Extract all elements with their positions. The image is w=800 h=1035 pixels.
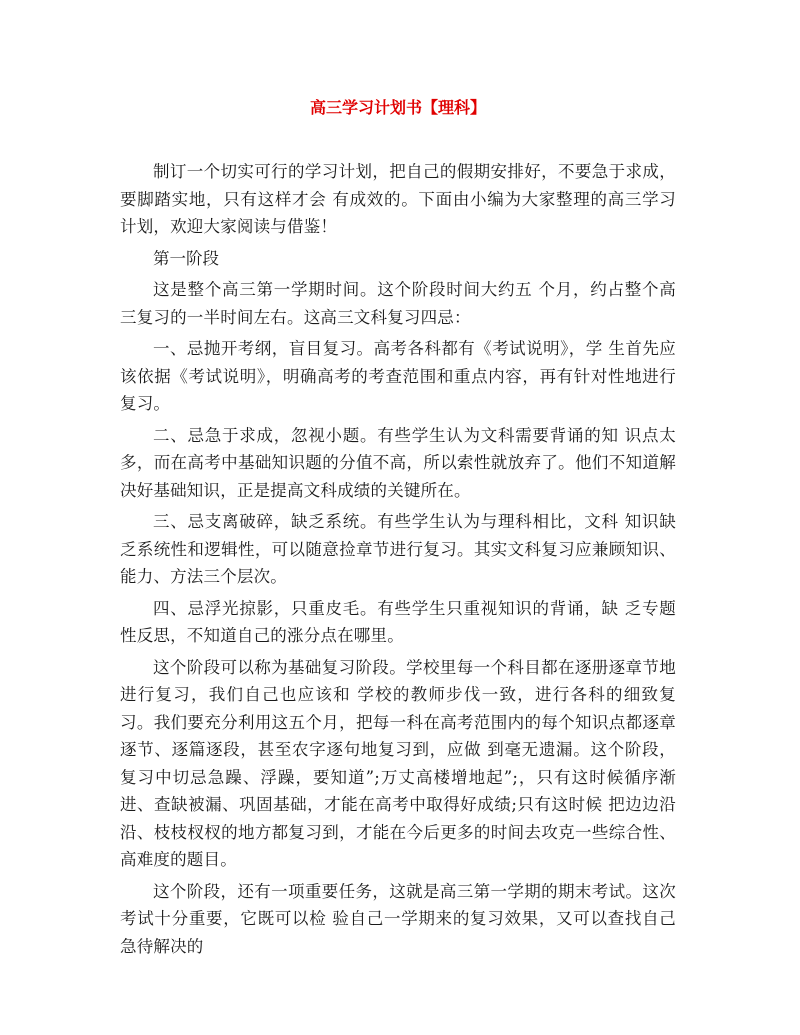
taboo-two-paragraph: 二、忌急于求成，忽视小题。有些学生认为文科需要背诵的知 识点太多，而在高考中基础知识题的分值不高，所以索性就放弃了。他们不知道解决好基础知识，正是提高文科成绩的关键所在。 xyxy=(120,425,676,500)
basic-review-paragraph: 这个阶段可以称为基础复习阶段。学校里每一个科目都在逐册逐章节地进行复习，我们自己也应该和 学校的教师步伐一致，进行各科的细致复习。我们要充分利用这五个月，把每一科在高考范围内的每个知识点都逐章逐节、逐篇逐段，甚至农字逐句地复习到，应做 到毫无遗漏。这个阶段，复习中切忌急躁、浮躁，要知道”;万丈高楼增地起”;，只有这时候循序渐进、查缺被漏、巩固基础，才能在高考中取得好成绩;只有这时候 把边边沿沿、枝枝杈杈的地方都复习到，才能在今后更多的时间去攻克一些综合性、高难度的题目。 xyxy=(120,657,676,869)
section-heading-stage-one: 第一阶段 xyxy=(153,248,219,268)
taboo-one-paragraph: 一、忌抛开考纲，盲目复习。高考各科都有《考试说明》，学 生首先应该依据《考试说明》，明确高考的考查范围和重点内容，再有针对性地进行复习。 xyxy=(120,339,676,413)
stage-overview-paragraph: 这是整个高三第一学期时间。这个阶段时间大约五 个月，约占整个高三复习的一半时间左右。这高三文科复习四忌： xyxy=(120,280,676,327)
document-page xyxy=(120,96,676,964)
final-exam-paragraph: 这个阶段，还有一项重要任务，这就是高三第一学期的期末考试。这次考试十分重要，它既可以检 验自己一学期来的复习效果，又可以查找自己急待解决的 xyxy=(120,881,676,956)
taboo-three-paragraph: 三、忌支离破碎，缺乏系统。有些学生认为与理科相比，文科 知识缺乏系统性和逻辑性，可以随意捡章节进行复习。其实文科复习应兼顾知识、能力、方法三个层次。 xyxy=(120,512,676,586)
document-title: 高三学习计划书【理科】 xyxy=(309,98,486,117)
taboo-four-paragraph: 四、忌浮光掠影，只重皮毛。有些学生只重视知识的背诵，缺 乏专题性反思，不知道自己的涨分点在哪里。 xyxy=(120,598,676,645)
intro-paragraph: 制订一个切实可行的学习计划，把自己的假期安排好，不要急于求成，要脚踏实地，只有这样才会 有成效的。下面由小编为大家整理的高三学习计划，欢迎大家阅读与借鉴！ xyxy=(120,162,676,236)
